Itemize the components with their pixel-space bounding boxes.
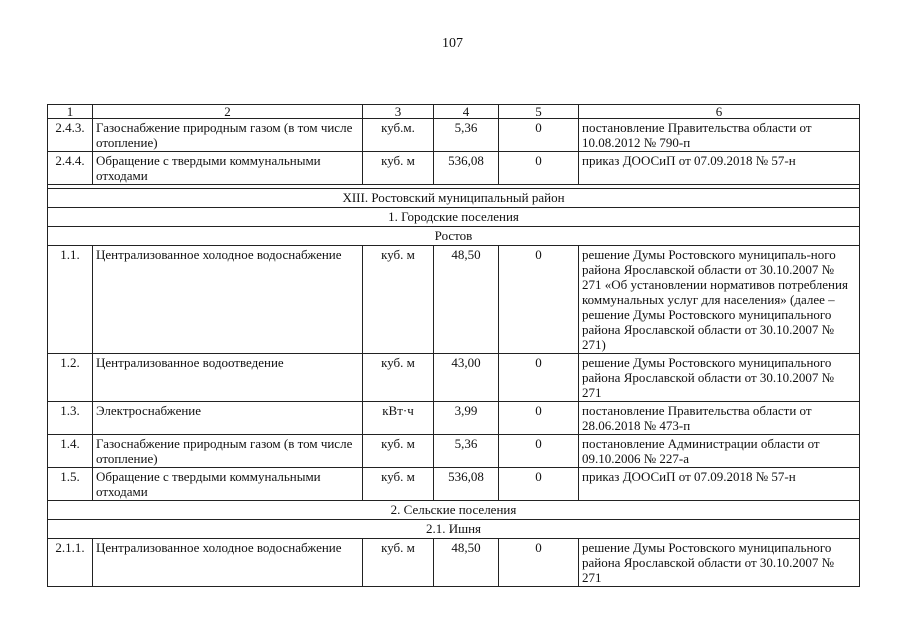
service-name: Газоснабжение природным газом (в том числе отопление): [93, 435, 363, 468]
row-number: 1.1.: [48, 246, 93, 354]
service-name: Обращение с твердыми коммунальными отходами: [93, 152, 363, 185]
row-number: 1.5.: [48, 468, 93, 501]
section-title: 1. Городские поселения: [48, 208, 860, 227]
section-title: Ростов: [48, 227, 860, 246]
table-row: [48, 539, 860, 587]
table-row: [48, 152, 860, 185]
column-5-value: 0: [499, 402, 579, 435]
service-name: Электроснабжение: [93, 402, 363, 435]
column-number: 4: [434, 105, 499, 119]
norm-value: 48,50: [434, 539, 499, 587]
column-5-value: 0: [499, 435, 579, 468]
unit: куб. м: [363, 152, 434, 185]
unit: куб. м: [363, 468, 434, 501]
legal-basis: постановление Администрации области от 09.10.2006 № 227-а: [579, 435, 860, 468]
table-row: [48, 402, 860, 435]
unit: куб. м: [363, 246, 434, 354]
unit: куб.м.: [363, 119, 434, 152]
unit: куб. м: [363, 539, 434, 587]
column-number: 6: [579, 105, 860, 119]
norm-value: 5,36: [434, 119, 499, 152]
norm-value: 48,50: [434, 246, 499, 354]
section-row-rostov: [48, 227, 860, 246]
row-number: 1.4.: [48, 435, 93, 468]
column-5-value: 0: [499, 539, 579, 587]
legal-basis: решение Думы Ростовского муниципального района Ярославской области от 30.10.2007 № 271: [579, 539, 860, 587]
table-row: [48, 435, 860, 468]
column-number: 5: [499, 105, 579, 119]
table-row: [48, 119, 860, 152]
legal-basis: приказ ДООСиП от 07.09.2018 № 57-н: [579, 468, 860, 501]
service-name: Централизованное холодное водоснабжение: [93, 539, 363, 587]
norm-value: 536,08: [434, 152, 499, 185]
unit: кВт·ч: [363, 402, 434, 435]
row-number: 2.4.3.: [48, 119, 93, 152]
service-name: Обращение с твердыми коммунальными отходами: [93, 468, 363, 501]
column-number: 1: [48, 105, 93, 119]
legal-basis: постановление Правительства области от 10.08.2012 № 790-п: [579, 119, 860, 152]
column-5-value: 0: [499, 468, 579, 501]
section-title: 2. Сельские поселения: [48, 501, 860, 520]
unit: куб. м: [363, 354, 434, 402]
column-5-value: 0: [499, 119, 579, 152]
page-number: 107: [442, 36, 463, 51]
service-name: Централизованное водоотведение: [93, 354, 363, 402]
column-5-value: 0: [499, 152, 579, 185]
legal-basis: решение Думы Ростовского муниципаль-ного района Ярославской области от 30.10.2007 № 271 «Об установлении нормативов потребления коммунальных услуг для населения» (далее – решение Думы Ростовского муниципального района Ярославской области от 30.10.2007 № 271): [579, 246, 860, 354]
table-row: [48, 468, 860, 501]
section-title: 2.1. Ишня: [48, 520, 860, 539]
column-number: 3: [363, 105, 434, 119]
column-5-value: 0: [499, 246, 579, 354]
row-number: 1.3.: [48, 402, 93, 435]
column-5-value: 0: [499, 354, 579, 402]
section-row-district: [48, 189, 860, 208]
legal-basis: решение Думы Ростовского муниципального района Ярославской области от 30.10.2007 № 271: [579, 354, 860, 402]
table-row: [48, 246, 860, 354]
service-name: Газоснабжение природным газом (в том числе отопление): [93, 119, 363, 152]
legal-basis: постановление Правительства области от 28.06.2018 № 473-п: [579, 402, 860, 435]
section-row-urban: [48, 208, 860, 227]
norm-value: 536,08: [434, 468, 499, 501]
row-number: 2.1.1.: [48, 539, 93, 587]
section-row-ishnya: [48, 520, 860, 539]
section-title: XIII. Ростовский муниципальный район: [48, 189, 860, 208]
unit: куб. м: [363, 435, 434, 468]
norms-table: [47, 104, 860, 587]
service-name: Централизованное холодное водоснабжение: [93, 246, 363, 354]
norm-value: 5,36: [434, 435, 499, 468]
column-number-row: [48, 105, 860, 119]
column-number: 2: [93, 105, 363, 119]
table-row: [48, 354, 860, 402]
legal-basis: приказ ДООСиП от 07.09.2018 № 57-н: [579, 152, 860, 185]
norm-value: 3,99: [434, 402, 499, 435]
row-number: 2.4.4.: [48, 152, 93, 185]
row-number: 1.2.: [48, 354, 93, 402]
section-row-rural: [48, 501, 860, 520]
norm-value: 43,00: [434, 354, 499, 402]
